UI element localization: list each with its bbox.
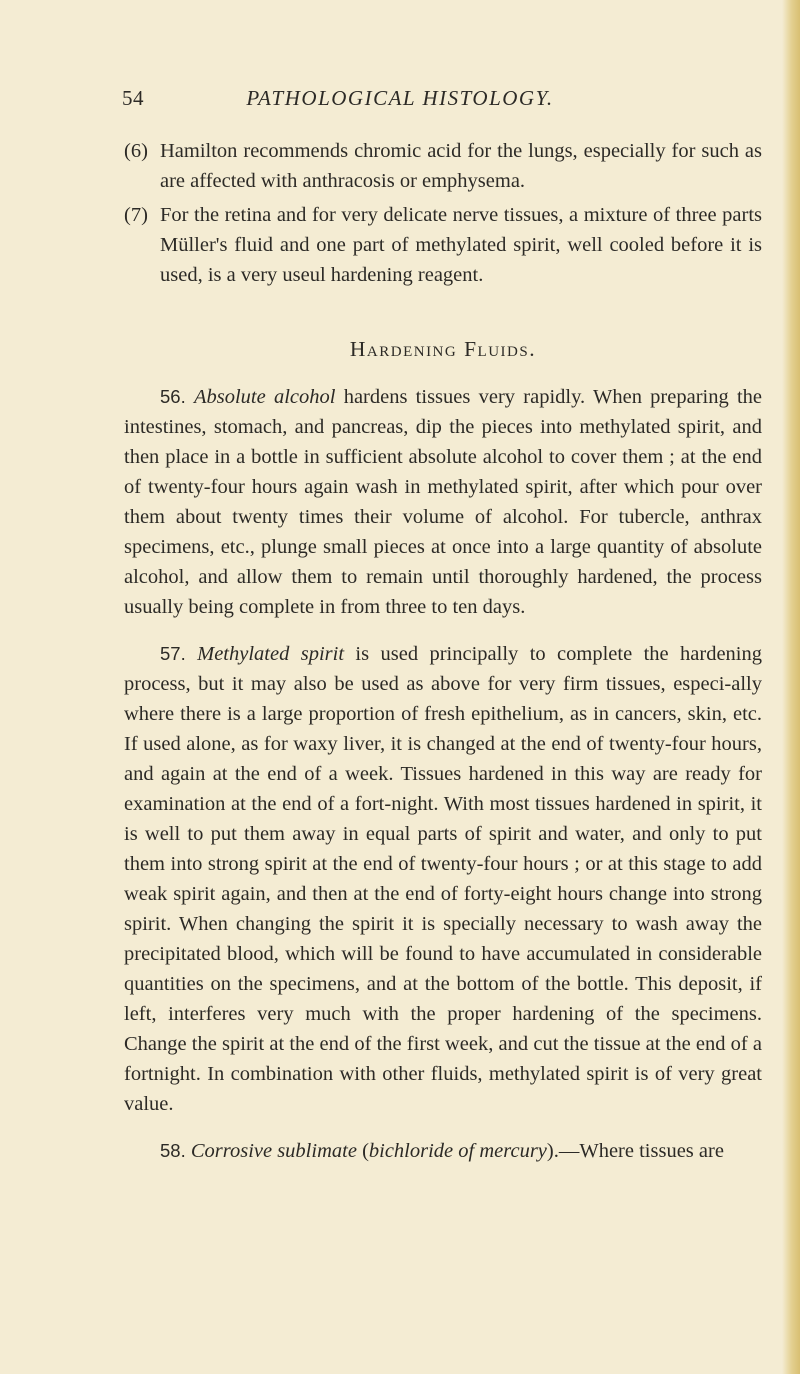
paragraph-paren-close: ).: [546, 1140, 559, 1162]
list-item: [124, 136, 762, 196]
paragraph-term: Corrosive sublimate: [190, 1140, 357, 1162]
list-item-number: (6): [124, 140, 148, 162]
paragraph-56: [124, 382, 762, 622]
paragraph-term: Methylated spirit: [197, 643, 345, 665]
page-body: [124, 132, 762, 1183]
page-header: [0, 86, 800, 118]
paragraph-term-secondary: bichloride of mercury: [368, 1140, 547, 1162]
running-head: PATHOLOGICAL HISTOLOGY.: [246, 86, 554, 110]
page-edge-shadow: [782, 0, 800, 1374]
paragraph-number: 58.: [160, 1140, 186, 1161]
list-item-text: For the retina and for very delicate nerve tissues, a mixture of three parts Müller's fluid and one part of methylated spirit, well cooled before it is used, is a very useul hardening reagent.: [160, 204, 762, 286]
paragraph-paren-open: (: [356, 1140, 369, 1162]
paragraph-text: is used principally to complete the hardening process, but it may also be used as above for very firm tissues, especi-ally where there is a large proportion of fresh epithelium, as in cancers, skin, etc. If used alone, as for waxy liver, it is changed at the end of twenty-four hours, and again at the end of a week. Tissues hardened in this way are ready for examination at the end of a fort-night. With most tissues hardened in spirit, it is well to put them away in equal parts of spirit and water, and only to put them into strong spirit at the end of twenty-four hours ; or at this stage to add weak spirit again, and then at the end of forty-eight hours change into strong spirit. When changing the spirit it is specially necessary to wash away the precipitated blood, which will be found to have accumulated in considerable quantities on the specimens, and at the bottom of the bottle. This deposit, if left, interferes very much with the proper hardening of the specimens. Change the spirit at the end of the first week, and cut the tissue at the end of a fortnight. In combination with other fluids, methylated spirit is of very great value.: [124, 643, 762, 1115]
page-number: 54: [122, 86, 144, 110]
paragraph-text: —Where tissues are: [558, 1140, 724, 1162]
paragraph-term: Absolute alcohol: [193, 386, 336, 408]
paragraph-58: [124, 1136, 762, 1166]
paragraph-number: 57.: [160, 643, 186, 664]
paragraph-57: [124, 639, 762, 1119]
paragraph-number: 56.: [160, 386, 186, 407]
section-heading: Hardening Fluids.: [349, 337, 537, 361]
list-item-number: (7): [124, 204, 148, 226]
paragraph-text: hardens tissues very rapidly. When preparing the intestines, stomach, and pancreas, dip the pieces into methylated spirit, and then place in a bottle in sufficient absolute alcohol to cover them ; at the end of twenty-four hours again wash in methylated spirit, after which pour over them about twenty times their volume of alcohol. For tubercle, anthrax specimens, etc., plunge small pieces at once into a large quantity of absolute alcohol, and allow them to remain until thoroughly hardened, the process usually being complete in from three to ten days.: [124, 386, 763, 618]
list-item: [124, 200, 762, 290]
list-item-text: Hamilton recommends chromic acid for the lungs, especially for such as are affected with anthracosis or emphysema.: [160, 140, 762, 192]
